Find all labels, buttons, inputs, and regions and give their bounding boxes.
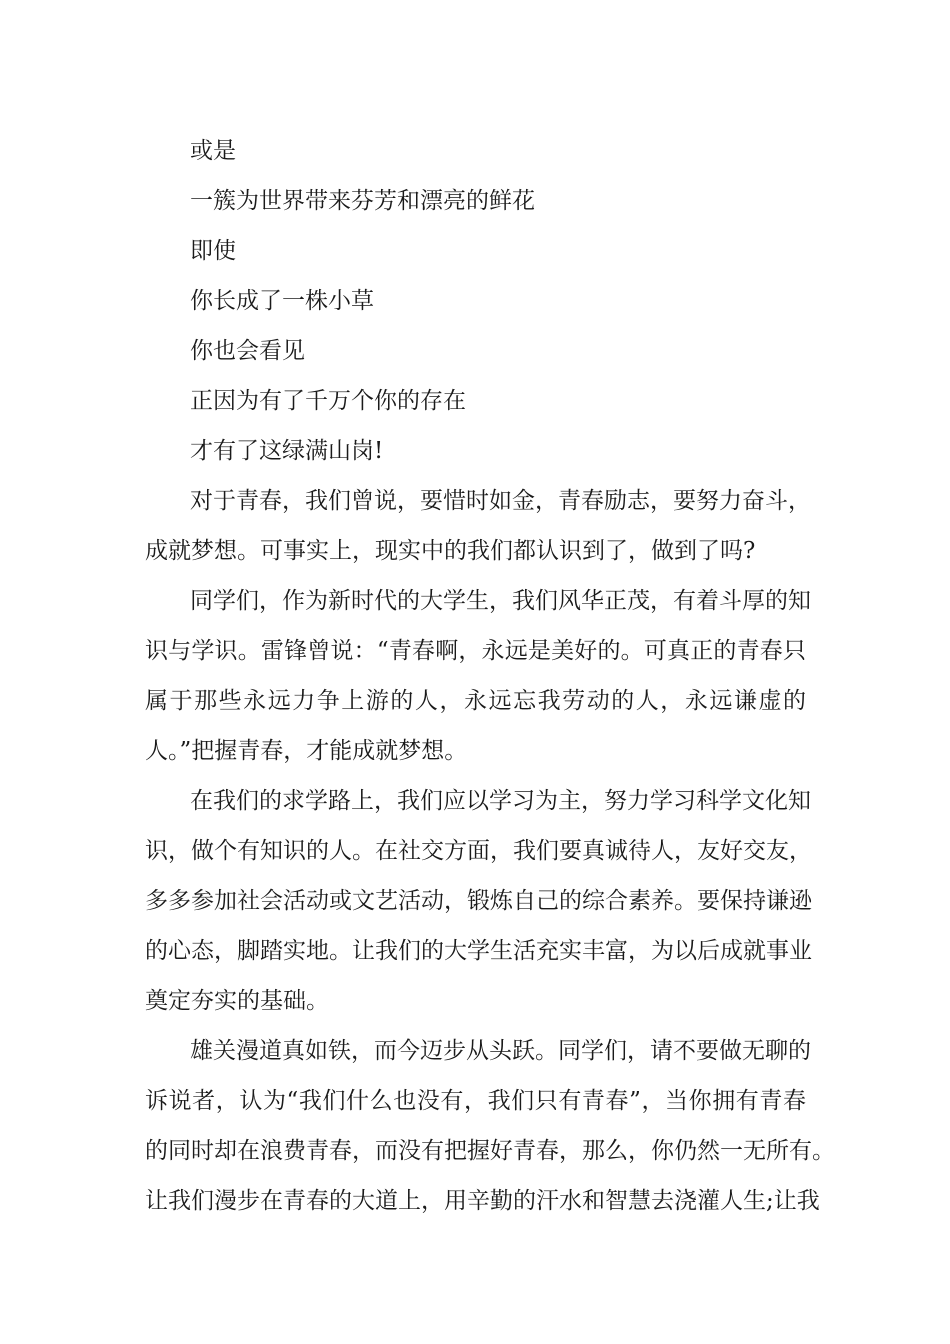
poem-line: 一簇为世界带来芬芳和漂亮的鲜花 — [190, 188, 535, 214]
paragraph-line: 在我们的求学路上，我们应以学习为主，努力学习科学文化知 — [190, 788, 811, 814]
poem-line: 或是 — [190, 138, 236, 164]
poem-line: 正因为有了千万个你的存在 — [190, 388, 466, 414]
paragraph-line: 的心态，脚踏实地。让我们的大学生活充实丰富，为以后成就事业 — [145, 938, 812, 964]
paragraph-line: 多多参加社会活动或文艺活动，锻炼自己的综合素养。要保持谦逊 — [145, 888, 812, 914]
poem-line: 即使 — [190, 238, 236, 264]
paragraph-line: 成就梦想。可事实上，现实中的我们都认识到了，做到了吗? — [145, 538, 756, 564]
paragraph-line: 人。”把握青春，才能成就梦想。 — [145, 738, 468, 764]
paragraph-line: 同学们，作为新时代的大学生，我们风华正茂，有着斗厚的知 — [190, 588, 811, 614]
paragraph-line: 对于青春，我们曾说，要惜时如金，青春励志，要努力奋斗， — [190, 488, 811, 514]
paragraph-line: 识，做个有知识的人。在社交方面，我们要真诚待人，友好交友， — [145, 838, 812, 864]
paragraph-line: 奠定夯实的基础。 — [145, 988, 329, 1014]
paragraph-line: 的同时却在浪费青春，而没有把握好青春，那么，你仍然一无所有。 — [145, 1138, 835, 1164]
paragraph-line: 诉说者，认为“我们什么也没有，我们只有青春”，当你拥有青春 — [145, 1088, 806, 1114]
poem-line: 你长成了一株小草 — [190, 288, 374, 314]
paragraph-line: 雄关漫道真如铁，而今迈步从头跃。同学们，请不要做无聊的 — [190, 1038, 811, 1064]
paragraph-line: 属于那些永远力争上游的人，永远忘我劳动的人，永远谦虚的 — [145, 688, 806, 714]
paragraph-line: 让我们漫步在青春的大道上，用辛勤的汗水和智慧去浇灌人生;让我 — [145, 1188, 820, 1214]
paragraph-line: 识与学识。雷锋曾说：“青春啊，永远是美好的。可真正的青春只 — [145, 638, 806, 664]
poem-line: 你也会看见 — [190, 338, 305, 364]
poem-line: 才有了这绿满山岗! — [190, 438, 384, 464]
